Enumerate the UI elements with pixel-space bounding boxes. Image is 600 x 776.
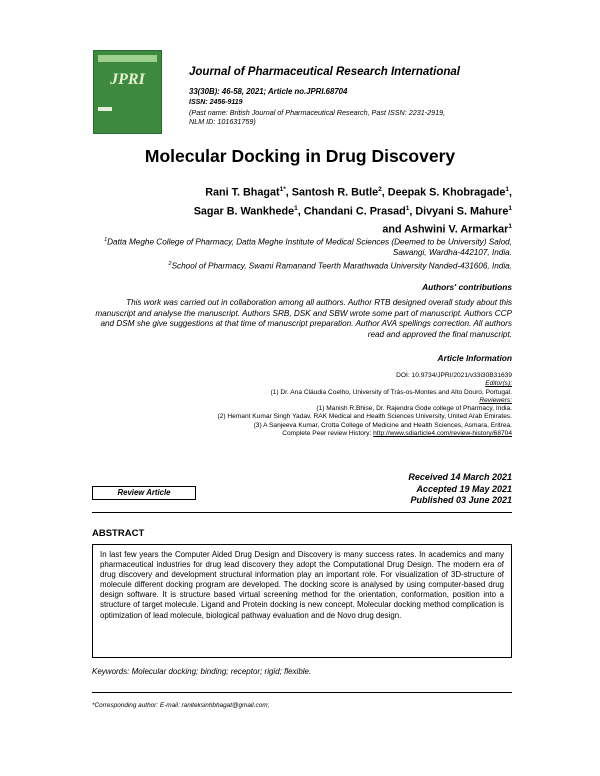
author-name: Ashwini V. Armarkar	[404, 223, 509, 236]
corresponding-author: *Corresponding author: E-mail: raniteksinhbhagat@gmail.com;	[92, 702, 270, 709]
author-name: Sagar B. Wankhede	[193, 205, 295, 218]
article-type-badge: Review Article	[92, 486, 196, 500]
accepted-date: Accepted 19 May 2021	[416, 483, 512, 494]
editor: (1) Dr. Ana Cláudia Coelho, University of Trás-os-Montes and Alto Douro, Portugal.	[270, 388, 512, 396]
published-date: Published 03 June 2021	[410, 495, 512, 505]
author-sup: 1*	[279, 186, 286, 193]
author-prefix: and	[382, 223, 405, 236]
author-separator: ,	[381, 186, 388, 199]
author-sup: 1	[405, 204, 410, 212]
article-info	[72, 372, 512, 438]
author-sup: 1	[505, 186, 509, 193]
journal-citation: 33(30B): 46-58, 2021; Article no.JPRI.68704	[189, 87, 348, 96]
author-separator: ,	[509, 186, 512, 199]
journal-past-name: (Past name: British Journal of Pharmaceutical Research, Past ISSN: 2231-2919,	[189, 108, 446, 117]
divider	[92, 512, 512, 513]
author-list	[92, 182, 512, 238]
affiliation-2	[92, 259, 512, 272]
author-line-1	[92, 182, 512, 201]
cover-band	[98, 55, 157, 62]
author-line-2	[92, 201, 512, 220]
author-name: Deepak S. Khobragade	[387, 186, 506, 199]
author-name: Chandani C. Prasad	[303, 205, 406, 218]
cover-footer-mark	[98, 107, 112, 111]
affiliation-1	[92, 235, 512, 259]
journal-issn: ISSN: 2456-9119	[189, 99, 243, 106]
peer-review-history	[72, 430, 512, 438]
affiliations	[92, 235, 512, 272]
editor-label: Editor(s):	[485, 380, 512, 388]
paper-title: Molecular Docking in Drug Discovery	[144, 146, 456, 166]
abstract-text: In last few years the Computer Aided Drug Design and Discovery is many success rates. In academics and many pharmaceutical industries for drug lead discovery they adopt the Computational Drug Design. The modern era of drug discovery and development structural information play an important role. For visualization of 3D-structure of molecule different docking program are developed. The docking score is analysed by using computer-based drug design software. It is structure based virtual screening method for the orientation, conformation, position into a structure of target molecule. Ligand and Protein docking is new concept. Molecular docking method complication is optimization of lead molecule, biological pathway evaluation and de Novo drug design.	[92, 544, 512, 658]
peer-review-link[interactable]: http://www.sdiarticle4.com/review-history/68704	[373, 430, 512, 438]
author-sup: 2	[378, 186, 382, 193]
article-dates	[408, 472, 512, 507]
affiliation-sup: 2	[168, 260, 172, 267]
reviewers-label: Reviewers:	[479, 396, 512, 404]
journal-nlm-id: NLM ID: 101631759)	[189, 117, 256, 126]
author-name: Divyani S. Mahure	[415, 205, 509, 218]
abstract-heading: ABSTRACT	[92, 528, 145, 539]
author-sup: 1	[508, 223, 512, 231]
author-sup: 1	[294, 204, 298, 212]
peer-review-label: Complete Peer review History:	[282, 430, 374, 438]
journal-cover	[93, 50, 162, 134]
footer-divider	[92, 692, 512, 693]
author-sup: 1	[508, 204, 512, 212]
author-separator: ,	[297, 205, 304, 218]
contributions-heading: Authors' contributions	[422, 282, 512, 292]
reviewer-3: (3) A Sanjeeva Kumar, Crotta College of Medicine and Health Sciences, Asmara, Eritrea.	[253, 421, 512, 429]
reviewer-2: (2) Hemant Kumar Singh Yadav, RAK Medical and Health Sciences University, United Arab Emirates.	[217, 413, 512, 421]
author-separator: ,	[285, 186, 292, 199]
cover-logo: JPRI	[110, 71, 145, 88]
doi: DOI: 10.9734/JPRI/2021/v33i30B31639	[396, 372, 512, 379]
article-info-heading: Article Information	[437, 353, 512, 363]
contributions-text: This work was carried out in collaboration among all authors. Author RTB designed overall study about this manuscript and analyse the manuscript. Authors SRB, DSK and SBW wrote some part of manuscript. Authors CCP and DSM she give suggestions at that time of manuscript preparation. Author AVA spellings correction. All authors read and approved the final manuscript.	[95, 298, 512, 339]
affiliation-text: School of Pharmacy, Swami Ramanand Teerth Marathwada University Nanded-431606, India.	[171, 261, 512, 271]
author-name: Santosh R. Butle	[291, 186, 379, 199]
author-separator: ,	[409, 205, 416, 218]
journal-name: Journal of Pharmaceutical Research International	[189, 66, 460, 78]
received-date: Received 14 March 2021	[408, 472, 512, 482]
keywords: Keywords: Molecular docking; binding; receptor; rigid; flexible.	[92, 667, 312, 676]
affiliation-text: Datta Meghe College of Pharmacy, Datta Meghe Institute of Medical Sciences (Deemed to be University) Salod, Sawangi, Wardha-442107, India.	[107, 237, 512, 258]
reviewer-1: (1) Manish R.Bhise, Dr. Rajendra Gode college of Pharmacy, India.	[316, 405, 512, 413]
affiliation-sup: 1	[104, 237, 108, 243]
author-name: Rani T. Bhagat	[205, 186, 280, 199]
